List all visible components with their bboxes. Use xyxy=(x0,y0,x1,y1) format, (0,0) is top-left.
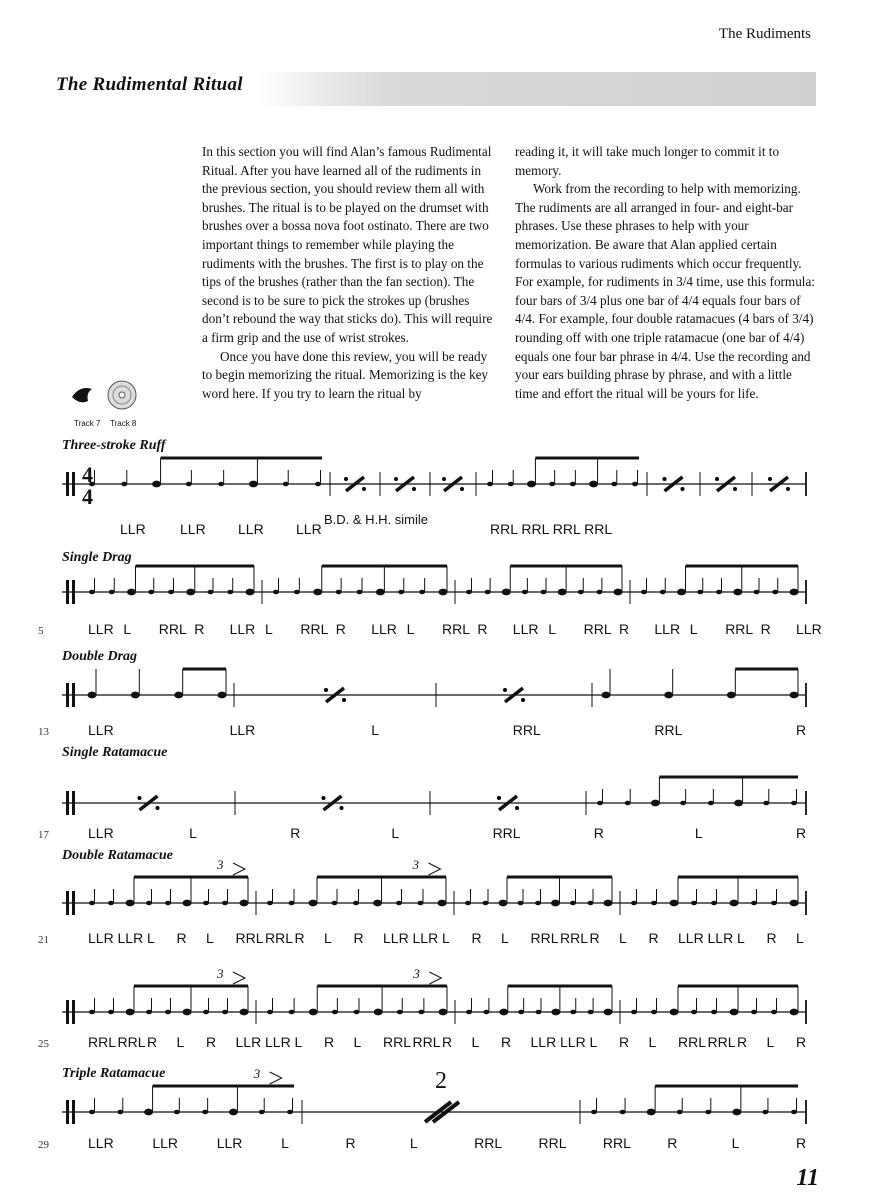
sticking-label: LLR xyxy=(560,1034,586,1050)
rudiment-title: Triple Ratamacue xyxy=(62,1066,166,1081)
sticking-label: R xyxy=(667,1135,678,1151)
sticking-label: R xyxy=(194,621,205,637)
page-number: 11 xyxy=(796,1165,819,1191)
percussion-clef xyxy=(72,472,75,496)
sticking-label: RRL xyxy=(654,722,683,738)
note xyxy=(439,1009,448,1016)
note xyxy=(249,481,258,488)
sticking-label: RRL xyxy=(707,1034,736,1050)
sticking-label: LLR xyxy=(216,1135,243,1151)
percussion-clef xyxy=(72,683,75,707)
note xyxy=(558,589,567,596)
sticking-label: RRL xyxy=(602,1135,631,1151)
sticking-label: R xyxy=(442,1034,453,1050)
sticking-label: L xyxy=(619,930,627,946)
sticking-label: LLR xyxy=(229,621,256,637)
percussion-clef xyxy=(66,1000,69,1024)
sticking-label: R xyxy=(471,930,482,946)
sticking-label: RRL xyxy=(412,1034,441,1050)
sticking-label: LLR xyxy=(796,621,822,637)
sticking-label: RRL xyxy=(117,1034,146,1050)
accent-mark xyxy=(270,1072,282,1084)
tuplet-number: 3 xyxy=(413,966,420,981)
sticking-label: R xyxy=(294,930,305,946)
sticking-label: R xyxy=(593,825,604,841)
accent-mark xyxy=(233,972,245,984)
sticking-label: R xyxy=(353,930,364,946)
measure-repeat-dot xyxy=(768,477,772,481)
sticking-label: LLR xyxy=(88,722,114,738)
note xyxy=(183,900,192,907)
sticking-label: L xyxy=(176,1034,185,1050)
sticking-label: LLR xyxy=(117,930,144,946)
sticking-label: R xyxy=(335,621,346,637)
sticking-label: L xyxy=(796,930,804,946)
bar-number: 17 xyxy=(38,829,49,841)
measure-repeat-dot xyxy=(515,806,519,810)
note xyxy=(677,589,686,596)
sticking-label: LLR xyxy=(88,1135,114,1151)
paragraph: Once you have done this review, you will be ready to begin memorizing the ritual. Memorizing is the key word here. If you try to learn the ritual by xyxy=(202,348,489,401)
sticking-label: RRL xyxy=(538,1135,567,1151)
measure-repeat-dot xyxy=(521,698,525,702)
sticking-label: R xyxy=(766,930,777,946)
note xyxy=(502,589,511,596)
accent-mark xyxy=(233,863,245,875)
percussion-clef xyxy=(66,683,69,707)
sticking-label: RRL xyxy=(474,1135,503,1151)
sticking-label: RRL xyxy=(300,621,329,637)
measure-repeat-dot xyxy=(503,688,507,692)
sticking-label: L xyxy=(471,1034,480,1050)
sticking-label: R xyxy=(760,621,771,637)
percussion-clef xyxy=(66,1100,69,1124)
sticking-label: L xyxy=(294,1034,303,1050)
sticking-label: LLR xyxy=(654,621,681,637)
sticking-label: L xyxy=(548,621,556,637)
sticking-label: R xyxy=(477,621,488,637)
percussion-clef xyxy=(72,1100,75,1124)
note xyxy=(183,1009,192,1016)
note xyxy=(790,1009,799,1016)
note xyxy=(790,900,799,907)
measure-repeat-dot xyxy=(460,487,464,491)
sticking-label: R xyxy=(648,930,659,946)
sticking-label: R xyxy=(796,1135,807,1151)
note xyxy=(790,589,799,596)
sticking-label: L xyxy=(689,621,698,637)
measure-repeat-dot xyxy=(663,477,667,481)
sticking-label: RRL RRL RRL RRL xyxy=(490,521,613,537)
measure-repeat-dot xyxy=(362,487,366,491)
note xyxy=(174,692,183,699)
sticking-label: R xyxy=(176,930,187,946)
time-signature-top: 4 xyxy=(82,462,93,487)
note xyxy=(589,481,598,488)
sticking-label: L xyxy=(265,621,273,637)
sticking-label: L xyxy=(371,722,379,738)
sticking-label: L xyxy=(281,1135,289,1151)
note xyxy=(614,589,623,596)
note xyxy=(373,900,382,907)
sticking-label: RRL xyxy=(678,1034,707,1050)
measure-repeat-dot xyxy=(156,806,160,810)
note xyxy=(604,1009,613,1016)
note xyxy=(229,1109,238,1116)
accent-mark xyxy=(429,863,441,875)
measure-repeat-dot xyxy=(340,806,344,810)
track-label: Track 7 xyxy=(74,419,101,428)
rudiment-title: Single Ratamacue xyxy=(62,745,168,760)
tuplet-number: 3 xyxy=(253,1066,261,1081)
sticking-label: R xyxy=(619,1034,630,1050)
note xyxy=(376,589,385,596)
note xyxy=(309,1009,318,1016)
rudiment-title: Double Drag xyxy=(62,649,138,664)
sticking-label: L xyxy=(147,930,155,946)
measure-repeat-dot xyxy=(324,688,328,692)
percussion-clef xyxy=(66,791,69,815)
sticking-label: L xyxy=(766,1034,775,1050)
bar-number: 13 xyxy=(38,726,49,738)
measure-repeat-dot xyxy=(442,477,446,481)
sticking-label: L xyxy=(442,930,450,946)
measure-repeat-dot xyxy=(394,477,398,481)
sticking-label: R xyxy=(589,930,600,946)
note xyxy=(670,1009,679,1016)
running-title: The Rudiments xyxy=(718,26,811,42)
note xyxy=(438,900,447,907)
sticking-label: R xyxy=(206,1034,217,1050)
sticking-label: LLR xyxy=(530,1034,557,1050)
sticking-label: L xyxy=(353,1034,362,1050)
sticking-label: L xyxy=(731,1135,740,1151)
sticking-label: R xyxy=(796,722,807,738)
sticking-label: LLR xyxy=(707,930,734,946)
measure-repeat-dot xyxy=(681,487,685,491)
measure-repeat-dot xyxy=(715,477,719,481)
note xyxy=(88,692,97,699)
bar-number: 21 xyxy=(38,934,49,946)
note xyxy=(733,589,742,596)
sticking-label: LLR xyxy=(229,722,256,738)
note xyxy=(126,1009,135,1016)
sticking-label: R xyxy=(324,1034,335,1050)
tuplet-number: 3 xyxy=(217,857,224,872)
note xyxy=(551,1009,560,1016)
note xyxy=(670,900,679,907)
paragraph: reading it, it will take much longer to commit it to memory. xyxy=(515,144,780,178)
section-title: The Rudimental Ritual xyxy=(56,74,243,95)
percussion-clef xyxy=(72,580,75,604)
sticking-label: LLR xyxy=(296,521,322,537)
measure-repeat-dot xyxy=(342,698,346,702)
paragraph: Work from the recording to help with memorizing. The rudiments are all arranged in four- and eight-bar phrases. Use these phrases to help with your memorization. Be aware that Alan applied certain formulas to various rudiments which occur frequently. For example, for rudiments in 3/4 time, use this formula: four bars of 3/4 plus one bar of 4/4 equals four bars of 4/4. For example, four double ratamacues (4 bars of 3/4) rounding off with one triple ratamacue (one bar of 4/4) equals one four bar phrase in 4/4. Use the recording and your ears building phrase by phrase, and with a little time and effort the ritual will be yours for life. xyxy=(515,181,815,401)
sticking-label: L xyxy=(737,930,745,946)
note xyxy=(527,481,536,488)
sticking-label: R xyxy=(501,1034,512,1050)
track-label: Track 8 xyxy=(110,419,137,428)
sticking-label: L xyxy=(501,930,509,946)
sticking-label: LLR xyxy=(383,930,409,946)
sticking-label: RRL xyxy=(383,1034,412,1050)
sticking-label: RRL xyxy=(725,621,754,637)
note xyxy=(732,1109,741,1116)
percussion-clef xyxy=(66,472,69,496)
sticking-label: L xyxy=(589,1034,598,1050)
sticking-label: RRL xyxy=(158,621,187,637)
sticking-label: LLR xyxy=(412,930,439,946)
sticking-label: LLR xyxy=(371,621,397,637)
note xyxy=(246,589,255,596)
note xyxy=(144,1109,153,1116)
sticking-label: L xyxy=(409,1135,418,1151)
note xyxy=(126,900,135,907)
accent-mark xyxy=(429,972,441,984)
bar-number: 5 xyxy=(38,625,44,637)
sticking-label: L xyxy=(391,825,400,841)
note xyxy=(439,589,448,596)
note xyxy=(664,692,673,699)
sticking-label: LLR xyxy=(678,930,704,946)
sticking-label: RRL xyxy=(560,930,589,946)
sticking-label: LLR xyxy=(88,621,114,637)
measure-repeat-dot xyxy=(412,487,416,491)
sticking-label: LLR xyxy=(512,621,539,637)
sticking-label: R xyxy=(290,825,301,841)
sticking-label: RRL xyxy=(530,930,559,946)
note xyxy=(604,900,613,907)
sticking-label: R xyxy=(345,1135,356,1151)
percussion-clef xyxy=(66,580,69,604)
sticking-label: RRL xyxy=(442,621,471,637)
note xyxy=(240,1009,249,1016)
sticking-label: RRL xyxy=(583,621,612,637)
sticking-label: R xyxy=(796,1034,807,1050)
sticking-label: L xyxy=(123,621,132,637)
sticking-label: LLR xyxy=(88,930,114,946)
note xyxy=(499,1009,508,1016)
rudiment-title: Single Drag xyxy=(62,550,132,565)
note xyxy=(730,1009,739,1016)
tuplet-number: 3 xyxy=(412,857,419,872)
sticking-label: R xyxy=(147,1034,158,1050)
sticking-label: R xyxy=(737,1034,748,1050)
sticking-label: L xyxy=(648,1034,657,1050)
sticking-label: LLR xyxy=(180,521,206,537)
sticking-label: LLR xyxy=(120,521,146,537)
measure-repeat-dot xyxy=(786,487,790,491)
simile-instruction: B.D. & H.H. simile xyxy=(324,512,429,527)
time-signature-bottom: 4 xyxy=(82,484,93,509)
note xyxy=(727,692,736,699)
percussion-clef xyxy=(72,791,75,815)
note xyxy=(647,1109,656,1116)
sticking-label: L xyxy=(189,825,197,841)
sticking-label: R xyxy=(796,825,807,841)
sticking-label: RRL xyxy=(88,1034,117,1050)
sticking-label: RRL xyxy=(265,930,294,946)
rudiment-title: Double Ratamacue xyxy=(62,848,173,863)
note xyxy=(127,589,136,596)
sticking-label: RRL xyxy=(512,722,541,738)
note xyxy=(313,589,322,596)
note xyxy=(651,800,660,807)
sticking-label: LLR xyxy=(238,521,264,537)
sticking-label: L xyxy=(406,621,415,637)
note xyxy=(309,900,318,907)
note xyxy=(218,692,227,699)
note xyxy=(152,481,161,488)
note xyxy=(131,692,140,699)
bar-number: 25 xyxy=(38,1038,49,1050)
sticking-label: R xyxy=(619,621,630,637)
note xyxy=(730,900,739,907)
sticking-label: LLR xyxy=(235,1034,262,1050)
measure-repeat-dot xyxy=(733,487,737,491)
note xyxy=(374,1009,383,1016)
sticking-label: LLR xyxy=(265,1034,291,1050)
sticking-label: LLR xyxy=(152,1135,179,1151)
sticking-label: RRL xyxy=(492,825,521,841)
note xyxy=(499,900,508,907)
paragraph: In this section you will find Alan’s famous Rudimental Ritual. After you have learned all of the rudiments in the previous section, you should review them all with brushes. The ritual is to be played on the drumset with brushes over a bossa nova foot ostinato. There are two important things to remember while playing the rudiments with the brushes. The first is to play on the tips of the brushes (rather than the fan section). The second is to be sure to pick the strokes up (brushes don’t rebound the way that sticks do). This will require a firm grip and the use of wrist strokes. xyxy=(202,144,493,345)
sticking-label: L xyxy=(206,930,214,946)
percussion-clef xyxy=(72,891,75,915)
rudiment-title: Three-stroke Ruff xyxy=(62,438,166,453)
percussion-clef xyxy=(72,1000,75,1024)
sticking-label: RRL xyxy=(235,930,264,946)
measure-repeat-dot xyxy=(138,796,142,800)
note xyxy=(602,692,611,699)
measure-repeat-dot xyxy=(344,477,348,481)
measure-repeat-dot xyxy=(497,796,501,800)
tuplet-number: 3 xyxy=(217,966,224,981)
sticking-label: L xyxy=(324,930,332,946)
measure-repeat-count: 2 xyxy=(435,1068,447,1094)
measure-repeat-dot xyxy=(322,796,326,800)
sticking-label: L xyxy=(694,825,703,841)
percussion-clef xyxy=(66,891,69,915)
bar-number: 29 xyxy=(38,1139,49,1151)
note xyxy=(790,692,799,699)
note xyxy=(734,800,743,807)
note xyxy=(240,900,249,907)
note xyxy=(186,589,195,596)
note xyxy=(551,900,560,907)
sticking-label: LLR xyxy=(88,825,114,841)
